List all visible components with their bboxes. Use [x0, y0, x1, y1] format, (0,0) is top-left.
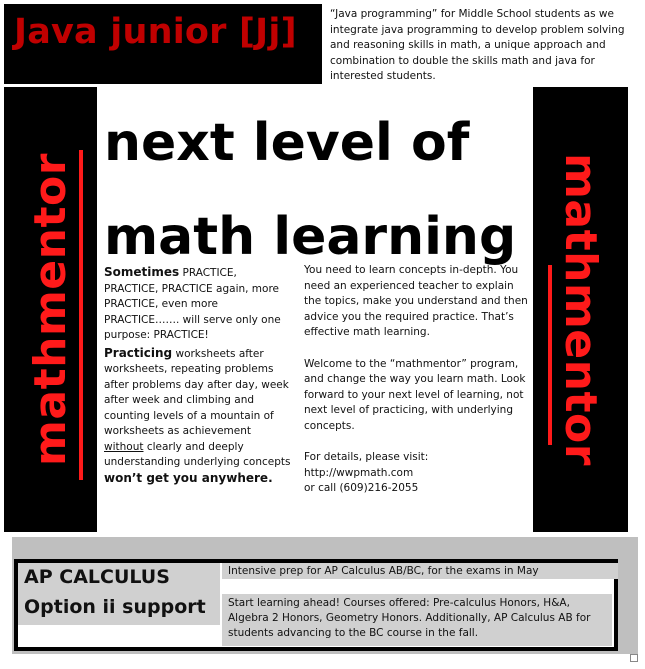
left-paragraph-2 [104, 346, 292, 488]
lead-sometimes: Sometimes [104, 265, 180, 279]
right-column [304, 263, 528, 497]
ap-row-2: Start learning ahead! Courses offered: Pre-calculus Honors, H&A, Algebra 2 Honors, Geometry Honors. Additionally, AP Calculus AB for students advancing to the BC course in the fall. [222, 594, 612, 646]
phone-number: or call (609)216-2055 [304, 482, 419, 494]
resize-handle[interactable] [630, 654, 638, 662]
underlined-word: without [104, 440, 144, 453]
left-column [104, 265, 292, 487]
left-p2-text: worksheets after worksheets, repeating problems after problems day after day, week after week and climbing and counting levels of a mountain of worksheets as achievement [104, 347, 289, 437]
right-paragraph-1: You need to learn concepts in-depth. You need an experienced teacher to explain the topics, make you understand and then advice you the required practice. That’s effective math learning. [304, 264, 528, 338]
left-p2-text-2: clearly and deeply understanding underlying concepts [104, 440, 291, 468]
headline-line-2: math learning [104, 207, 517, 267]
left-p2-bold-end: won’t get you anywhere. [104, 470, 273, 485]
ap-calculus-subtitle: Option ii support [24, 596, 206, 618]
right-paragraph-2: Welcome to the “mathmentor” program, and change the way you learn math. Look forward to your next level of learning, not next level of practicing, with underlying concepts. [304, 357, 526, 432]
left-p1-text: PRACTICE, PRACTICE, PRACTICE again, more PRACTICE, even more PRACTICE……. will serve only one purpose: PRACTICE! [104, 267, 281, 341]
left-vertical-label: mathmentor [25, 153, 76, 466]
left-vertical-label-wrap [4, 87, 97, 532]
headline [104, 96, 534, 284]
left-paragraph-1 [104, 265, 292, 344]
website-link[interactable]: http://wwpmath.com [304, 466, 414, 479]
ap-row-1: Intensive prep for AP Calculus AB/BC, for the exams in May [222, 563, 618, 579]
lead-practicing: Practicing [104, 345, 173, 360]
left-red-rule [79, 150, 83, 480]
details-label: For details, please visit: [304, 451, 429, 463]
headline-line-1: next level of [104, 113, 470, 173]
intro-paragraph: “Java programming” for Middle School students as we integrate java programming to develop problem solving and reasoning skills in math, a unique approach and combination to double the skills math and java for interested students. [330, 8, 625, 82]
right-vertical-label: mathmentor [555, 153, 606, 466]
right-red-rule [548, 265, 552, 445]
page-title: Java junior [Jj] [14, 12, 297, 52]
ap-calculus-title: AP CALCULUS [24, 566, 170, 588]
